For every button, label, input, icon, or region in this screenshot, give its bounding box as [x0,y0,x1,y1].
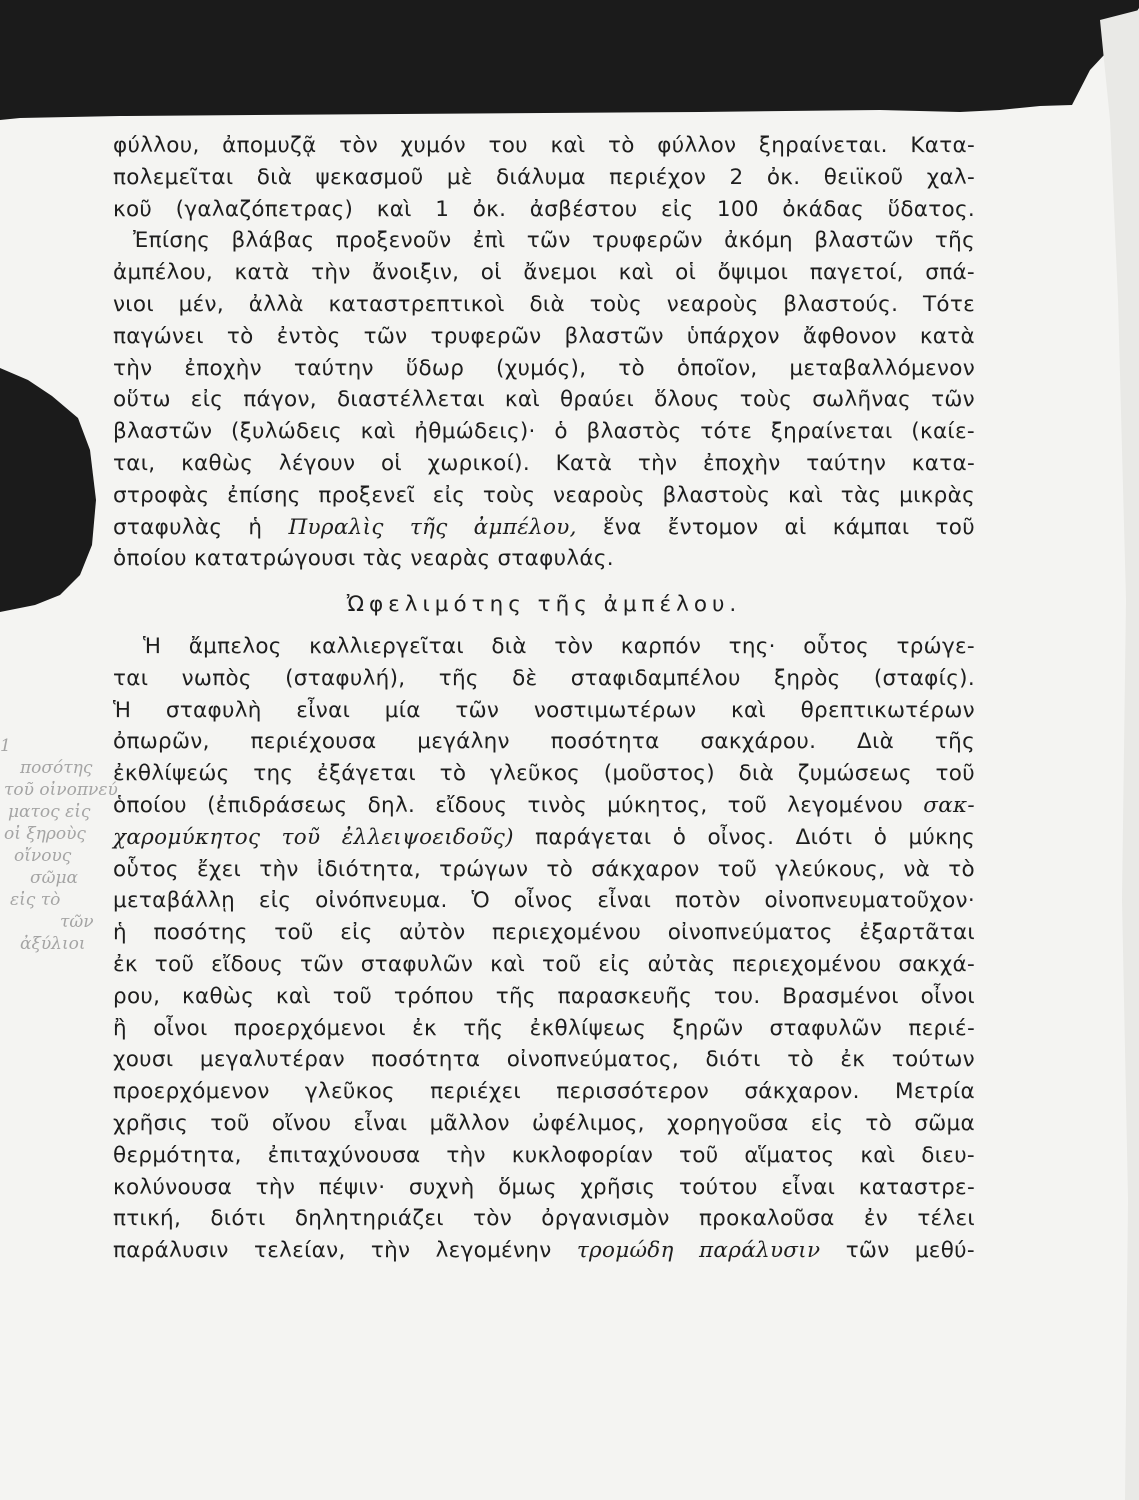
text-span: ἕνα ἔντομον αἱ κάμπαι τοῦ [602,514,975,540]
species-name-italic: Πυραλὶς τῆς ἀμπέλου, [288,514,577,540]
text-line: θερμότητα, ἐπιταχύνουσα τὴν κυκλοφορίαν τοῦ αἵματος καὶ διευ- [113,1142,975,1168]
text-line: ἐκ τοῦ εἴδους τῶν σταφυλῶν καὶ τοῦ εἰς αὐτὰς περιεχομένου σακχά- [113,951,975,977]
text-line: Ἡ ἄμπελος καλλιεργεῖται διὰ τὸν καρπόν της· οὗτος τρώγε- [143,633,975,659]
text-line-pyralis [113,512,975,544]
text-line: ται νωπὸς (σταφυλή), τῆς δὲ σταφιδαμπέλου ξηρὸς (σταφίς). [113,665,975,691]
text-line: οὕτω εἰς πάγον, διαστέλλεται καὶ θραύει ὅλους τοὺς σωλῆνας τῶν [113,387,975,413]
text-line: παγώνει τὸ ἐντὸς τῶν τρυφερῶν βλαστῶν ὑπάρχον ἄφθονον κατὰ [113,323,975,349]
text-line: ρου, καθὼς καὶ τοῦ τρόπου τῆς παρασκευῆς του. Βρασμένοι οἶνοι [113,983,975,1009]
text-line: πτική, διότι δηλητηριάζει τὸν ὀργανισμὸν προκαλοῦσα ἐν τέλει [113,1206,975,1232]
margin-note: ποσότης [20,758,93,778]
text-line: ἢ οἶνοι προερχόμενοι ἐκ τῆς ἐκθλίψεως ξηρῶν σταφυλῶν περιέ- [113,1015,975,1041]
text-line: πολεμεῖται διὰ ψεκασμοῦ μὲ διάλυμα περιέχον 2 ὀκ. θειϊκοῦ χαλ- [113,164,975,190]
text-line: κολύνουσα τὴν πέψιν· συχνὴ ὅμως χρῆσις τούτου εἶναι καταστρε- [113,1174,975,1200]
text-line: χρῆσις τοῦ οἴνου εἶναι μᾶλλον ὠφέλιμος, χορηγοῦσα εἰς τὸ σῶμα [113,1110,975,1136]
text-line: νιοι μέν, ἀλλὰ καταστρεπτικοὶ διὰ τοὺς νεαροὺς βλαστούς. Τότε [113,291,975,317]
text-line: χουσι μεγαλυτέραν ποσότητα οἰνοπνεύματος, διότι τὸ ἐκ τούτων [113,1047,975,1073]
species-name-italic: σακ- [923,792,975,818]
text-line: προερχόμενον γλεῦκος περιέχει περισσότερον σάκχαρον. Μετρία [113,1079,975,1105]
text-line: ἀμπέλου, κατὰ τὴν ἄνοιξιν, οἱ ἄνεμοι καὶ οἱ ὄψιμοι παγετοί, σπά- [113,260,975,286]
text-line: μεταβάλλῃ εἰς οἰνόπνευμα. Ὁ οἶνος εἶναι ποτὸν οἰνοπνευματοῦχον· [113,888,975,914]
text-line: κοῦ (γαλαζόπετρας) καὶ 1 ὀκ. ἀσβέστου εἰς 100 ὀκάδας ὕδατος. [113,196,975,222]
text-span: σταφυλὰς ἡ [113,514,263,540]
margin-note: εἰς τὸ [10,890,61,910]
text-line: ὁποίου κατατρώγουσι τὰς νεαρὰς σταφυλάς. [113,546,614,572]
handwritten-margin-notes [0,735,120,1115]
text-span: ὁποίου (ἐπιδράσεως δηλ. εἴδους τινὸς μύκητος, τοῦ λεγομένου [113,792,904,818]
margin-note: τοῦ οἰνοπνεύ [4,780,118,800]
text-line-saccharomyces-2 [113,822,975,854]
text-line: τὴν ἐποχὴν ταύτην ὕδωρ (χυμός), τὸ ὁποῖον, μεταβαλλόμενον [113,355,975,381]
margin-note: ἀξύλιοι [20,934,86,954]
text-span: τῶν μεθύ- [845,1238,975,1264]
text-span: παράγεται ὁ οἶνος. Διότι ὁ μύκης [535,824,975,850]
text-line: ὀπωρῶν, περιέχουσα μεγάλην ποσότητα σακχάρου. Διὰ τῆς [113,729,975,755]
text-line: Ἐπίσης βλάβας προξενοῦν ἐπὶ τῶν τρυφερῶν ἀκόμη βλαστῶν τῆς [133,228,975,254]
text-line: ἡ ποσότης τοῦ εἰς αὐτὸν περιεχομένου οἰνοπνεύματος ἐξαρτᾶται [113,920,975,946]
text-span: παράλυσιν τελείαν, τὴν λεγομένην [113,1238,552,1264]
text-line: φύλλου, ἀπομυζᾷ τὸν χυμόν του καὶ τὸ φύλλον ξηραίνεται. Κατα- [113,133,975,158]
text-line: ται, καθὼς λέγουν οἱ χωρικοί). Κατὰ τὴν ἐποχὴν ταύτην κατα- [113,450,975,476]
text-line: στροφὰς ἐπίσης προξενεῖ εἰς τοὺς νεαροὺς βλαστοὺς καὶ τὰς μικρὰς [113,482,975,508]
margin-note: οἰ ξηροὺς [4,824,86,844]
margin-note: οἴνους [14,846,72,866]
page-body [113,130,975,1267]
margin-note: ματος εἰς [8,802,91,822]
text-line: Ἡ σταφυλὴ εἶναι μία τῶν νοστιμωτέρων καὶ θρεπτικωτέρων [113,697,975,723]
text-line-saccharomyces [113,790,975,822]
text-line: βλαστῶν (ξυλώδεις καὶ ἠθμώδεις)· ὁ βλαστὸς τότε ξηραίνεται (καίε- [113,419,975,445]
margin-note: τῶν [60,912,94,932]
species-name-italic: χαρομύκητος τοῦ ἐλλειψοειδοῦς) [113,824,514,850]
text-line-tremor [113,1235,975,1267]
text-line: ἐκθλίψεώς της ἐξάγεται τὸ γλεῦκος (μοῦστος) διὰ ζυμώσεως τοῦ [113,761,975,787]
term-italic: τρομώδη παράλυσιν [576,1238,821,1264]
text-line: οὗτος ἔχει τὴν ἰδιότητα, τρώγων τὸ σάκχαρον τοῦ γλεύκους, νὰ τὸ [113,856,975,882]
margin-note: σῶμα [30,868,78,888]
margin-note: 1 [0,736,11,756]
section-heading: Ὠφελιμότης τῆς ἀμπέλου. [346,592,742,618]
